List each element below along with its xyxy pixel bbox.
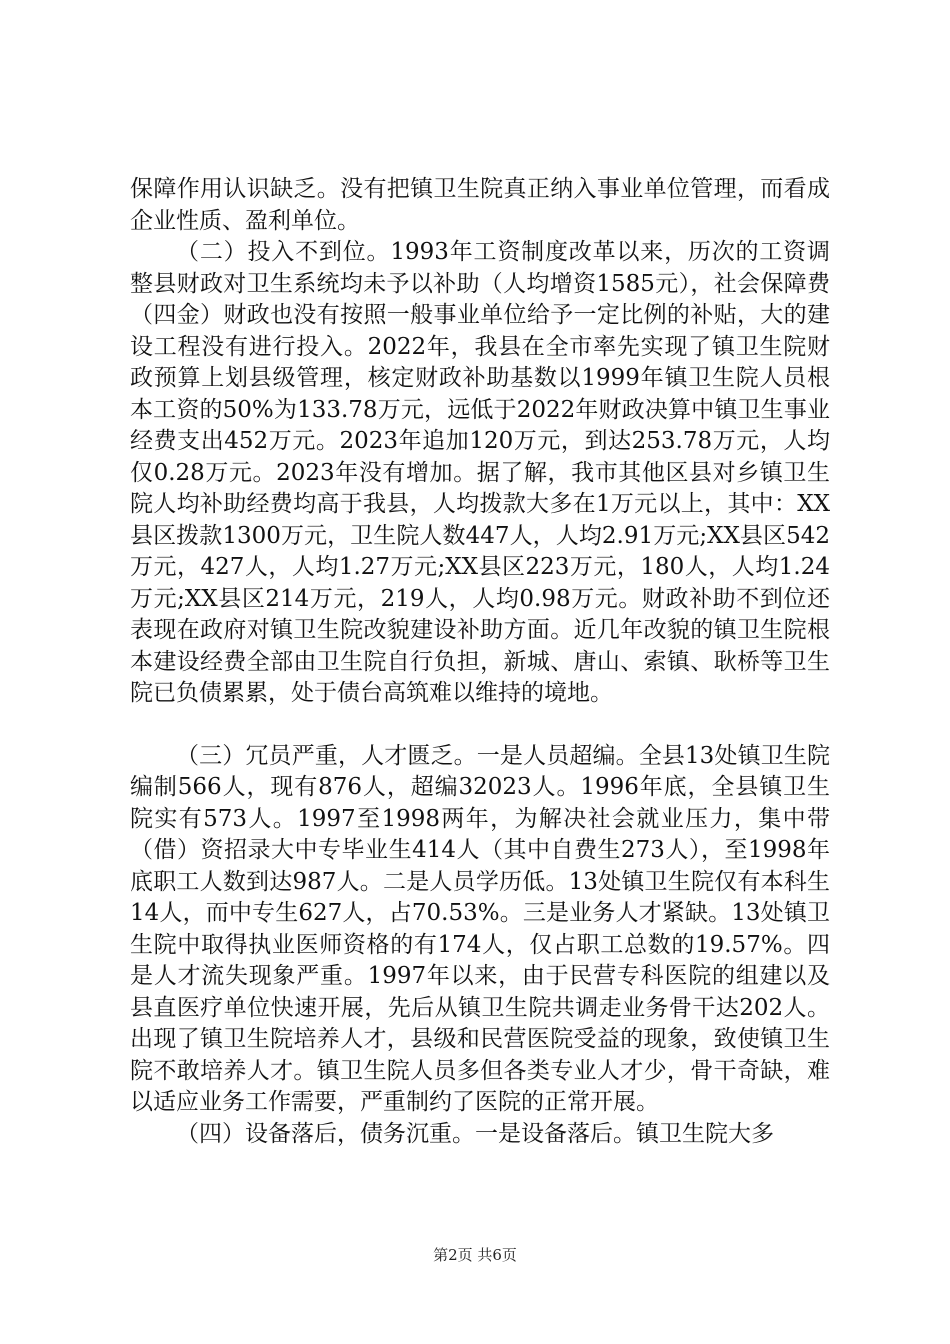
page-number-footer: 第2页 共6页	[433, 1246, 517, 1264]
document-body	[130, 174, 830, 1150]
paragraph-funding: （二）投入不到位。1993年工资制度改革以来，历次的工资调整县财政对卫生系统均未予以补助（人均增资1585元），社会保障费（四金）财政也没有按照一般事业单位给予一定比例的补贴，大的建设工程没有进行投入。2022年，我县在全市率先实现了镇卫生院财政预算上划县级管理，核定财政补助基数以1999年镇卫生院人员根本工资的50%为133.78万元，远低于2022年财政决算中镇卫生事业经费支出452万元。2023年追加120万元，到达253.78万元，人均仅0.28万元。2023年没有增加。据了解，我市其他区县对乡镇卫生院人均补助经费均高于我县，人均拨款大多在1万元以上，其中：XX县区拨款1300万元，卫生院人数447人，人均2.91万元;XX县区542万元，427人，人均1.27万元;XX县区223万元，180人，人均1.24万元;XX县区214万元，219人，人均0.98万元。财政补助不到位还表现在政府对镇卫生院改貌建设补助方面。近几年改貌的镇卫生院根本建设经费全部由卫生院自行负担，新城、唐山、索镇、耿桥等卫生院已负债累累，处于债台高筑难以维持的境地。	[130, 239, 830, 706]
paragraph-gap	[130, 710, 830, 741]
paragraph-equipment: （四）设备落后，债务沉重。一是设备落后。镇卫生院大多	[176, 1120, 774, 1147]
paragraph-staffing: （三）冗员严重，人才匮乏。一是人员超编。全县13处镇卫生院编制566人，现有876人，超编32023人。1996年底，全县镇卫生院实有573人。1997至1998两年，为解决社会就业压力，集中带（借）资招录大中专毕业生414人（其中自费生273人），至1998年底职工人数到达987人。二是人员学历低。13处镇卫生院仅有本科生14人，而中专生627人，占70.53%。三是业务人才紧缺。13处镇卫生院中取得执业医师资格的有174人，仅占职工总数的19.57%。四是人才流失现象严重。1997年以来，由于民营专科医院的组建以及县直医疗单位快速开展，先后从镇卫生院共调走业务骨干达202人。出现了镇卫生院培养人才，县级和民营医院受益的现象，致使镇卫生院不敢培养人才。镇卫生院人员多但各类专业人才少，骨干奇缺，难以适应业务工作需要，严重制约了医院的正常开展。	[130, 742, 830, 1115]
paragraph-continuation: 保障作用认识缺乏。没有把镇卫生院真正纳入事业单位管理，而看成企业性质、盈利单位。	[130, 176, 830, 234]
